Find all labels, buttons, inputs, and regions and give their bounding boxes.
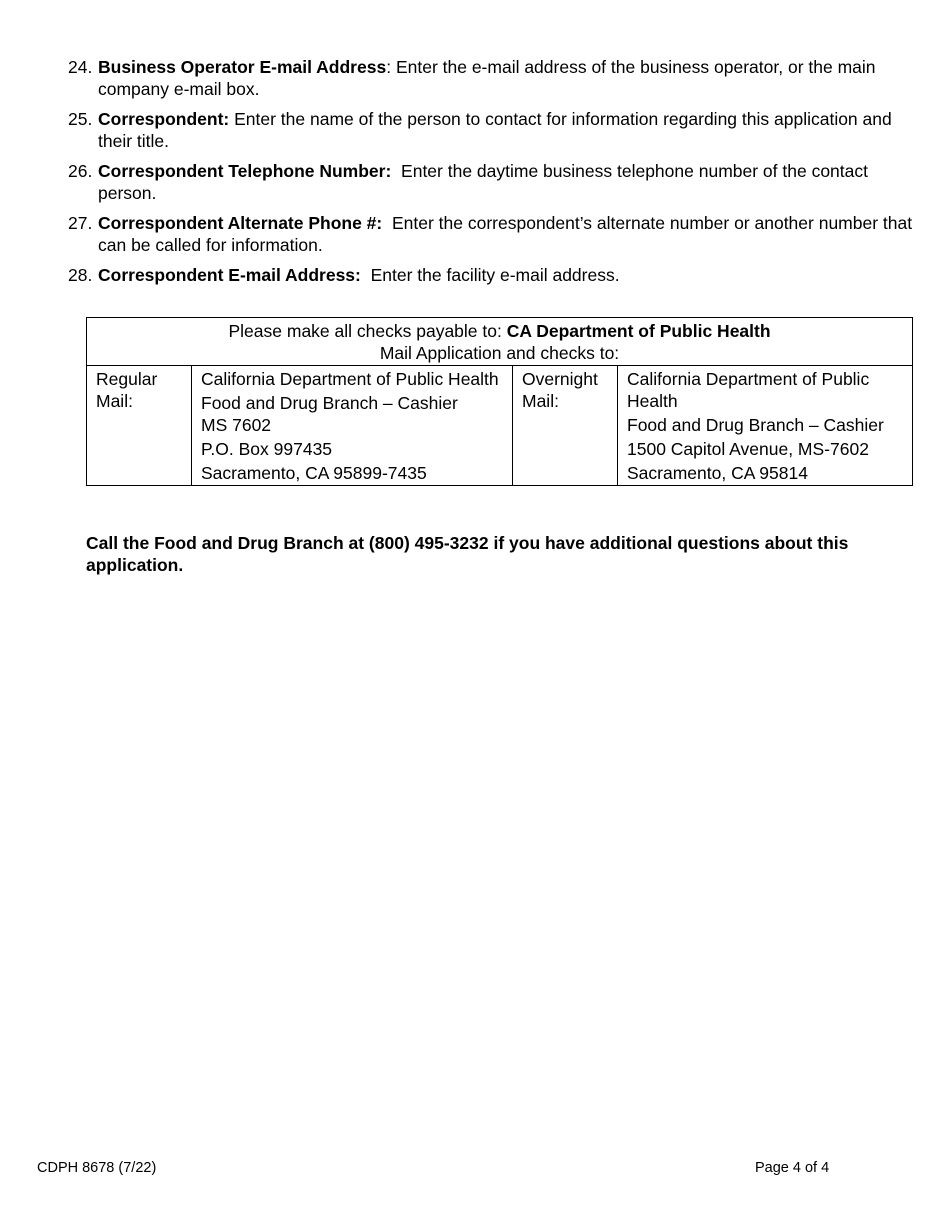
regular-mail-label: Regular Mail: <box>87 366 192 486</box>
address-line: P.O. Box 997435 <box>201 439 333 459</box>
instruction-item-28 <box>68 264 918 286</box>
instruction-item-24 <box>68 56 918 100</box>
instruction-item-26 <box>68 160 918 204</box>
instruction-list <box>68 56 918 294</box>
item-label: Correspondent: <box>98 109 230 129</box>
item-label: Correspondent Alternate Phone #: <box>98 213 383 233</box>
instruction-item-25 <box>68 108 918 152</box>
overnight-mail-label: Overnight Mail: <box>513 366 618 486</box>
address-line: Sacramento, CA 95899-7435 <box>201 463 427 483</box>
address-line: California Department of Public Health <box>201 369 499 389</box>
table-header-cell <box>87 318 913 366</box>
item-number: 28. <box>68 265 93 285</box>
item-label: Business Operator E-mail Address <box>98 57 387 77</box>
table-header-row <box>87 318 913 366</box>
payable-prefix: Please make all checks payable to: <box>228 321 507 341</box>
item-text: Enter the name of the person to contact for information regarding this application and their title. <box>98 109 892 151</box>
item-number: 24. <box>68 57 93 77</box>
item-number: 27. <box>68 213 93 233</box>
address-line: Food and Drug Branch – Cashier <box>201 393 458 413</box>
closing-note: Call the Food and Drug Branch at (800) 495-3232 if you have additional questions about this application. <box>86 533 849 575</box>
form-id: CDPH 8678 (7/22) <box>37 1160 157 1176</box>
regular-mail-address <box>192 366 513 486</box>
table-row <box>87 366 913 486</box>
item-label: Correspondent E-mail Address: <box>98 265 361 285</box>
address-line: Sacramento, CA 95814 <box>627 463 808 483</box>
item-text: Enter the daytime business telephone number of the contact person. <box>98 161 873 203</box>
overnight-mail-address <box>618 366 913 486</box>
page-number: Page 4 of 4 <box>755 1160 830 1176</box>
item-number: 26. <box>68 161 93 181</box>
address-line: MS 7602 <box>201 415 272 435</box>
item-label: Correspondent Telephone Number: <box>98 161 392 181</box>
item-text: Enter the facility e-mail address. <box>360 265 620 285</box>
item-separator: : <box>386 57 392 77</box>
item-number: 25. <box>68 109 93 129</box>
address-line: 1500 Capitol Avenue, MS-7602 <box>627 439 869 459</box>
item-text: Enter the correspondent’s alternate number or another number that can be called for information. <box>98 213 917 255</box>
item-text: Enter the e-mail address of the business operator, or the main company e-mail box. <box>98 57 876 99</box>
mailing-info-table <box>86 317 913 486</box>
instruction-item-27 <box>68 212 918 256</box>
address-line: Food and Drug Branch – Cashier <box>627 415 884 435</box>
payable-name: CA Department of Public Health <box>506 321 771 341</box>
address-line: California Department of Public Health <box>627 369 870 411</box>
mail-heading: Mail Application and checks to: <box>379 343 620 363</box>
